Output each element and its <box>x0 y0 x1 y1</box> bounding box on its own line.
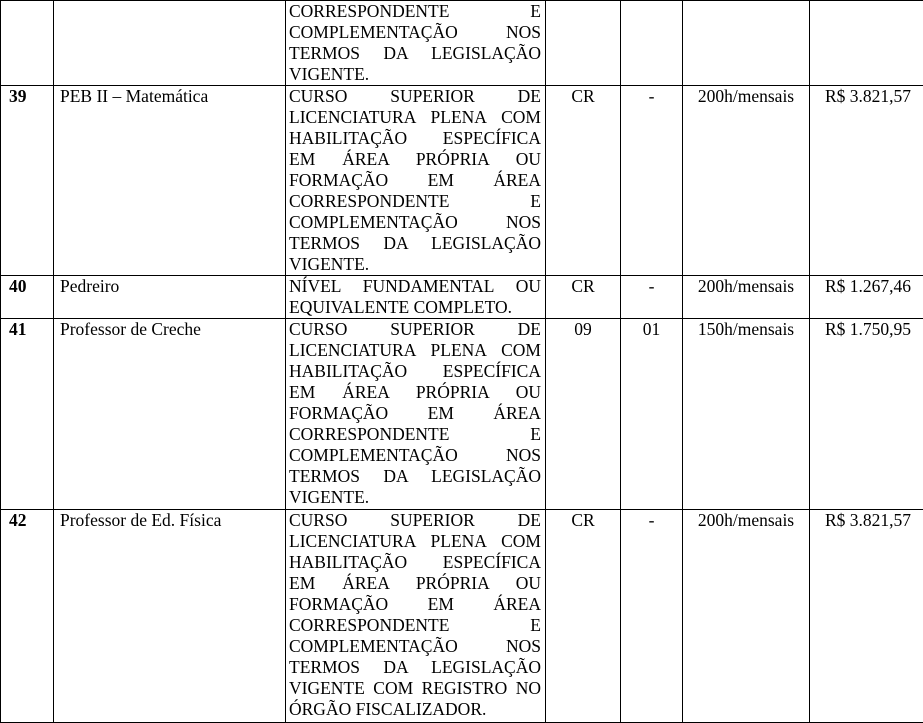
requirement-line: EM ÁREA PRÓPRIA OU <box>289 149 541 170</box>
vacancies-cell: CR <box>546 86 621 276</box>
pcd-vacancies-cell: - <box>621 510 683 723</box>
requirement-line: CORRESPONDENTE E <box>289 424 541 445</box>
requirement-line: EM ÁREA PRÓPRIA OU <box>289 382 541 403</box>
requirement-line: TERMOS DA LEGISLAÇÃO <box>289 466 541 487</box>
pcd-vacancies-cell: 01 <box>621 319 683 510</box>
job-title-cell: Pedreiro <box>54 276 286 319</box>
requirement-line: FORMAÇÃO EM ÁREA <box>289 170 541 191</box>
table-row <box>1 1 923 86</box>
requirement-line: LICENCIATURA PLENA COM <box>289 107 541 128</box>
salary-cell: R$ 3.821,57 <box>810 86 923 276</box>
requirement-line: COMPLEMENTAÇÃO NOS <box>289 212 541 233</box>
requirement-line: FORMAÇÃO EM ÁREA <box>289 403 541 424</box>
workload-cell: 200h/mensais <box>683 86 810 276</box>
vacancies-cell: CR <box>546 276 621 319</box>
requirement-line: COMPLEMENTAÇÃO NOS <box>289 636 541 657</box>
requirement-line: LICENCIATURA PLENA COM <box>289 531 541 552</box>
salary-cell: R$ 1.750,95 <box>810 319 923 510</box>
requirement-line: CORRESPONDENTE E <box>289 191 541 212</box>
table-body <box>1 1 923 723</box>
requirement-line: VIGENTE. <box>289 254 541 275</box>
requirement-line: VIGENTE. <box>289 487 541 508</box>
requirement-line: LICENCIATURA PLENA COM <box>289 340 541 361</box>
requirement-line: CURSO SUPERIOR DE <box>289 319 541 340</box>
salary-cell: R$ 3.821,57 <box>810 510 923 723</box>
job-title-cell: Professor de Ed. Física <box>54 510 286 723</box>
requirement-line: TERMOS DA LEGISLAÇÃO <box>289 657 541 678</box>
row-number-cell: 39 <box>1 86 54 276</box>
requirement-line: NÍVEL FUNDAMENTAL OU <box>289 276 541 297</box>
job-title-cell: PEB II – Matemática <box>54 86 286 276</box>
requirement-line: CORRESPONDENTE E <box>289 615 541 636</box>
workload-cell <box>683 1 810 86</box>
table-row <box>1 276 923 319</box>
job-title-cell: Professor de Creche <box>54 319 286 510</box>
requirements-cell <box>286 510 546 723</box>
salary-cell: R$ 1.267,46 <box>810 276 923 319</box>
requirement-line: COMPLEMENTAÇÃO NOS <box>289 445 541 466</box>
table-row <box>1 86 923 276</box>
requirement-line: VIGENTE COM REGISTRO NO <box>289 678 541 699</box>
requirement-line: ÓRGÃO FISCALIZADOR. <box>289 699 541 720</box>
requirement-line: TERMOS DA LEGISLAÇÃO <box>289 43 541 64</box>
requirement-line: VIGENTE. <box>289 64 541 85</box>
pcd-vacancies-cell <box>621 1 683 86</box>
row-number-cell <box>1 1 54 86</box>
requirements-cell <box>286 86 546 276</box>
requirements-cell <box>286 1 546 86</box>
requirement-line: CURSO SUPERIOR DE <box>289 510 541 531</box>
row-number-cell: 40 <box>1 276 54 319</box>
requirements-cell <box>286 319 546 510</box>
vacancies-cell: 09 <box>546 319 621 510</box>
workload-cell: 200h/mensais <box>683 510 810 723</box>
job-title-cell <box>54 1 286 86</box>
requirement-line: HABILITAÇÃO ESPECÍFICA <box>289 361 541 382</box>
pcd-vacancies-cell: - <box>621 86 683 276</box>
requirement-line: CORRESPONDENTE E <box>289 1 541 22</box>
requirement-line: HABILITAÇÃO ESPECÍFICA <box>289 552 541 573</box>
requirement-line: COMPLEMENTAÇÃO NOS <box>289 22 541 43</box>
requirements-cell <box>286 276 546 319</box>
requirement-line: CURSO SUPERIOR DE <box>289 86 541 107</box>
vacancies-cell <box>546 1 621 86</box>
requirement-line: EQUIVALENTE COMPLETO. <box>289 297 541 318</box>
workload-cell: 200h/mensais <box>683 276 810 319</box>
table-row <box>1 510 923 723</box>
pcd-vacancies-cell: - <box>621 276 683 319</box>
salary-cell <box>810 1 923 86</box>
workload-cell: 150h/mensais <box>683 319 810 510</box>
row-number-cell: 41 <box>1 319 54 510</box>
requirement-line: TERMOS DA LEGISLAÇÃO <box>289 233 541 254</box>
requirement-line: HABILITAÇÃO ESPECÍFICA <box>289 128 541 149</box>
vacancies-cell: CR <box>546 510 621 723</box>
row-number-cell: 42 <box>1 510 54 723</box>
table-row <box>1 319 923 510</box>
requirement-line: EM ÁREA PRÓPRIA OU <box>289 573 541 594</box>
requirement-line: FORMAÇÃO EM ÁREA <box>289 594 541 615</box>
